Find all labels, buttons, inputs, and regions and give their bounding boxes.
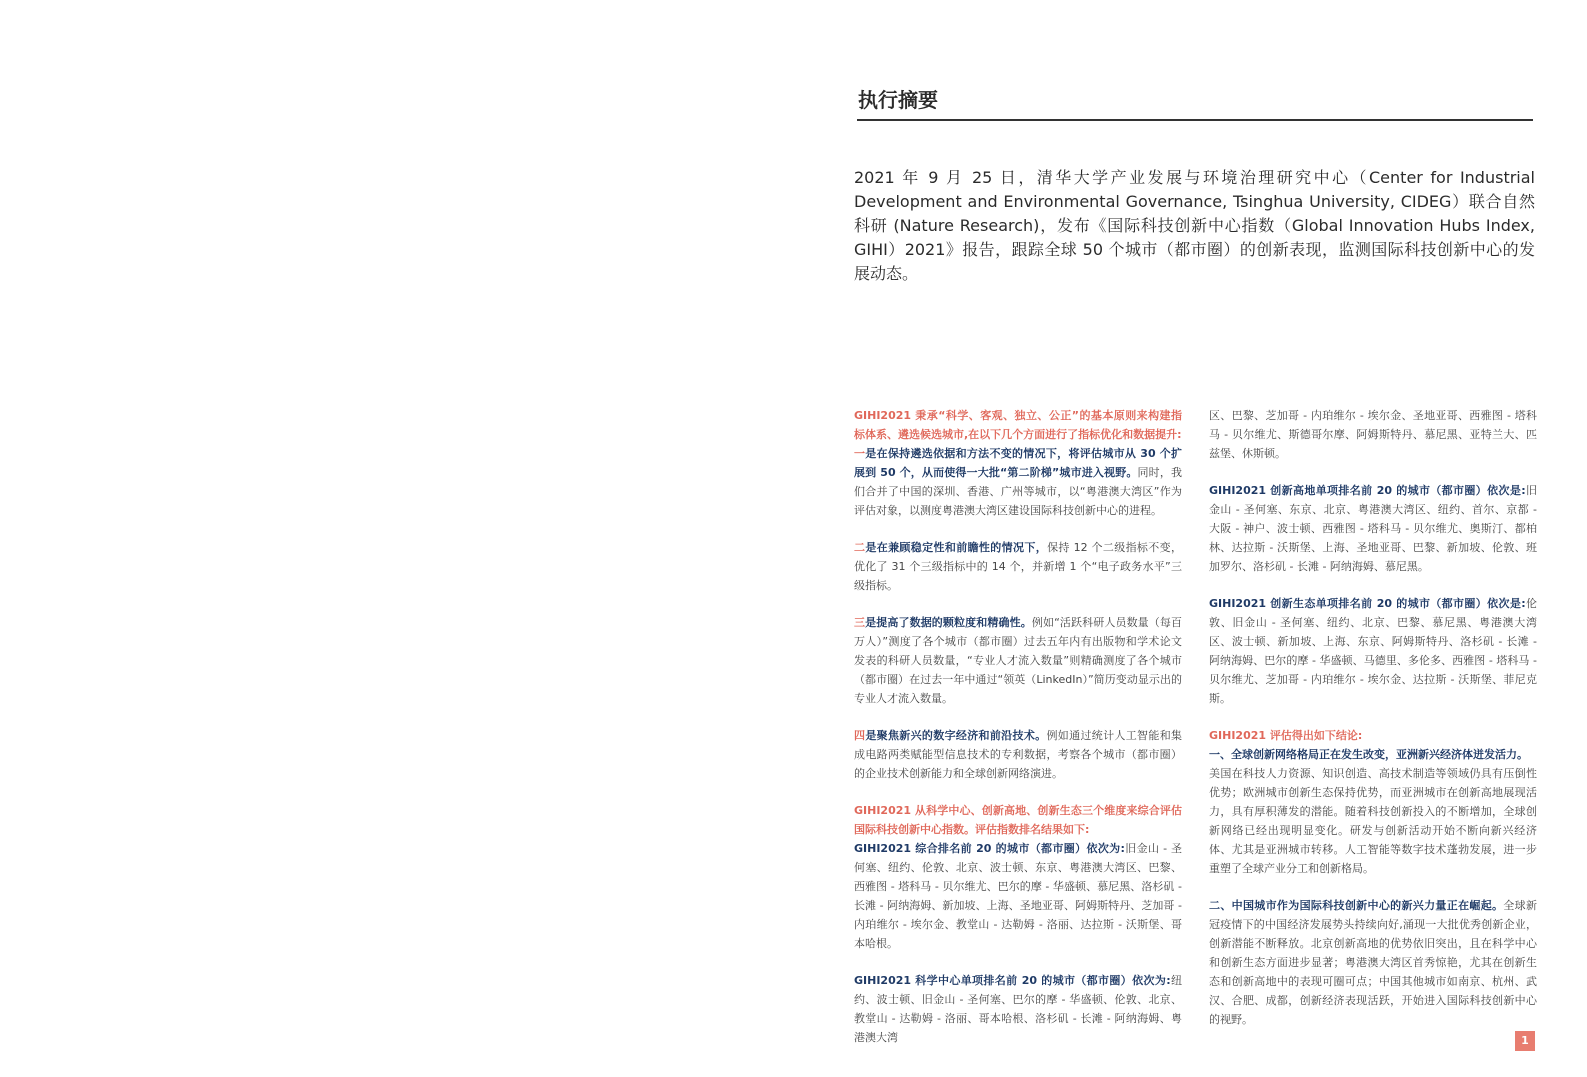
ordinal-marker: 一 xyxy=(854,447,866,460)
paragraph-text: 纽约、波士顿、旧金山 - 圣何塞、巴尔的摩 - 华盛顿、伦敦、北京、教堂山 - 达勒姆 - 洛丽、哥本哈根、洛杉矶 - 长滩 - 阿纳海姆、粤港澳大湾 xyxy=(854,974,1183,1044)
right-paragraph-2 xyxy=(1209,481,1537,576)
paragraph-text: 保持 12 个二级指标不变，优化了 31 个三级指标中的 14 个，并新增 1 个“电子政务水平”三级指标。 xyxy=(854,541,1182,592)
conclusion-intro: GIHI2021 评估得出如下结论: xyxy=(1209,729,1363,742)
point-heading: 是聚焦新兴的数字经济和前沿技术。 xyxy=(865,729,1047,742)
paragraph-text: 同时，我们合并了中国的深圳、香港、广州等城市，以“粤港澳大湾区”作为评估对象，以测度粤港澳大湾区建设国际科技创新中心的进程。 xyxy=(854,466,1182,517)
left-paragraph-3 xyxy=(854,613,1182,708)
page-title: 执行摘要 xyxy=(858,88,938,112)
point-heading: 是在保持遴选依据和方法不变的情况下，将评估城市从 30 个扩展到 50 个，从而使得一大批“第二阶梯”城市进入视野。 xyxy=(854,447,1183,479)
right-paragraph-5 xyxy=(1209,896,1537,1029)
paragraph-text: 旧金山 - 圣何塞、东京、北京、粤港澳大湾区、纽约、首尔、京都 - 大阪 - 神户、波士顿、西雅图 - 塔科马 - 贝尔维尤、奥斯汀、都柏林、达拉斯 - 沃斯堡、上海、圣地亚哥、巴黎、新加坡、伦敦、班加罗尔、洛杉矶 - 长滩 - 阿纳海姆、慕尼黑。 xyxy=(1209,484,1538,573)
left-paragraph-4 xyxy=(854,726,1182,783)
intro-highlight: GIHI2021 秉承“科学、客观、独立、公正”的基本原则来构建指标体系、遴选候选城市,在以下几个方面进行了指标优化和数据提升: xyxy=(854,409,1182,441)
paragraph-text: 全球新冠疫情下的中国经济发展势头持续向好,涌现一大批优秀创新企业，创新潜能不断释放。北京创新高地的优势依旧突出，且在科学中心和创新生态方面进步显著；粤港澳大湾区首秀惊艳，尤其在创新生态和创新高地中的表现可圈可点；中国其他城市如南京、杭州、武汉、合肥、成都，创新经济表现活跃，开始进入国际科技创新中心的视野。 xyxy=(1209,899,1538,1026)
point-heading: 是在兼顾稳定性和前瞻性的情况下， xyxy=(865,541,1048,554)
title-divider xyxy=(857,119,1533,121)
point-heading: 二、中国城市作为国际科技创新中心的新兴力量正在崛起。 xyxy=(1209,899,1504,912)
point-heading: 一、全球创新网络格局正在发生改变，亚洲新兴经济体迸发活力。 xyxy=(1209,748,1528,761)
point-heading: GIHI2021 创新生态单项排名前 20 的城市（都市圈）依次是: xyxy=(1209,597,1526,610)
ordinal-marker: 四 xyxy=(854,729,866,742)
paragraph-text: 伦敦、旧金山 - 圣何塞、纽约、北京、巴黎、慕尼黑、粤港澳大湾区、波士顿、新加坡、上海、东京、阿姆斯特丹、洛杉矶 - 长滩 - 阿纳海姆、巴尔的摩 - 华盛顿、马德里、多伦多、西雅图 - 塔科马 - 贝尔维尤、芝加哥 - 内珀维尔 - 埃尔金、达拉斯 - 沃斯堡、菲尼克斯。 xyxy=(1209,597,1538,705)
ordinal-marker: 二 xyxy=(854,541,866,554)
right-paragraph-3 xyxy=(1209,594,1537,708)
paragraph-text: 例如通过统计人工智能和集成电路两类赋能型信息技术的专利数据，考察各个城市（都市圈）的企业技术创新能力和全球创新网络演进。 xyxy=(854,729,1183,780)
point-heading: GIHI2021 科学中心单项排名前 20 的城市（都市圈）依次为: xyxy=(854,974,1171,987)
ordinal-marker: 三 xyxy=(854,616,866,629)
right-paragraph-4 xyxy=(1209,726,1537,878)
point-heading: GIHI2021 综合排名前 20 的城市（都市圈）依次为: xyxy=(854,842,1125,855)
paragraph-text: 区、巴黎、芝加哥 - 内珀维尔 - 埃尔金、圣地亚哥、西雅图 - 塔科马 - 贝尔维尤、斯德哥尔摩、阿姆斯特丹、慕尼黑、亚特兰大、匹兹堡、休斯顿。 xyxy=(1209,409,1537,460)
point-heading: GIHI2021 创新高地单项排名前 20 的城市（都市圈）依次是: xyxy=(1209,484,1526,497)
paragraph-text: 例如“活跃科研人员数量（每百万人）”测度了各个城市（都市圈）过去五年内有出版物和学术论文发表的科研人员数量，“专业人才流入数量”则精确测度了各个城市（都市圈）在过去一年中通过“领英（LinkedIn）”简历变动显示出的专业人才流入数量。 xyxy=(854,616,1183,705)
paragraph-text: 美国在科技人力资源、知识创造、高技术制造等领域仍具有压倒性优势；欧洲城市创新生态保持优势，而亚洲城市在创新高地展现活力，具有厚积薄发的潜能。随着科技创新投入的不断增加，全球创新网络已经出现明显变化。研发与创新活动开始不断向新兴经济体、尤其是亚洲城市转移。人工智能等数字技术蓬勃发展，进一步重塑了全球产业分工和创新格局。 xyxy=(1209,767,1537,875)
ranking-intro: GIHI2021 从科学中心、创新高地、创新生态三个维度来综合评估国际科技创新中心指数。评估指数排名结果如下: xyxy=(854,804,1182,836)
right-column xyxy=(1209,406,1537,1029)
paragraph-text: 旧金山 - 圣何塞、纽约、伦敦、北京、波士顿、东京、粤港澳大湾区、巴黎、西雅图 - 塔科马 - 贝尔维尤、巴尔的摩 - 华盛顿、慕尼黑、洛杉矶 - 长滩 - 阿纳海姆、新加坡、上海、圣地亚哥、阿姆斯特丹、芝加哥 - 内珀维尔 - 埃尔金、教堂山 - 达勒姆 - 洛丽、达拉斯 - 沃斯堡、哥本哈根。 xyxy=(854,842,1182,950)
left-paragraph-6 xyxy=(854,971,1182,1047)
page-number-badge: 1 xyxy=(1515,1031,1535,1051)
left-paragraph-1 xyxy=(854,406,1182,520)
right-paragraph-1 xyxy=(1209,406,1537,463)
left-column xyxy=(854,406,1182,1047)
left-paragraph-2 xyxy=(854,538,1182,595)
left-paragraph-5 xyxy=(854,801,1182,953)
point-heading: 是提高了数据的颗粒度和精确性。 xyxy=(865,616,1032,629)
lead-paragraph: 2021 年 9 月 25 日，清华大学产业发展与环境治理研究中心（Center for Industrial Development and Environmental Governance, Tsinghua University, CIDEG）联合自然科研 (Nature Research)，发布《国际科技创新中心指数（Global Innovation Hubs Index, GIHI）2021》报告，跟踪全球 50 个城市（都市圈）的创新表现，监测国际科技创新中心的发展动态。 xyxy=(854,168,1535,283)
